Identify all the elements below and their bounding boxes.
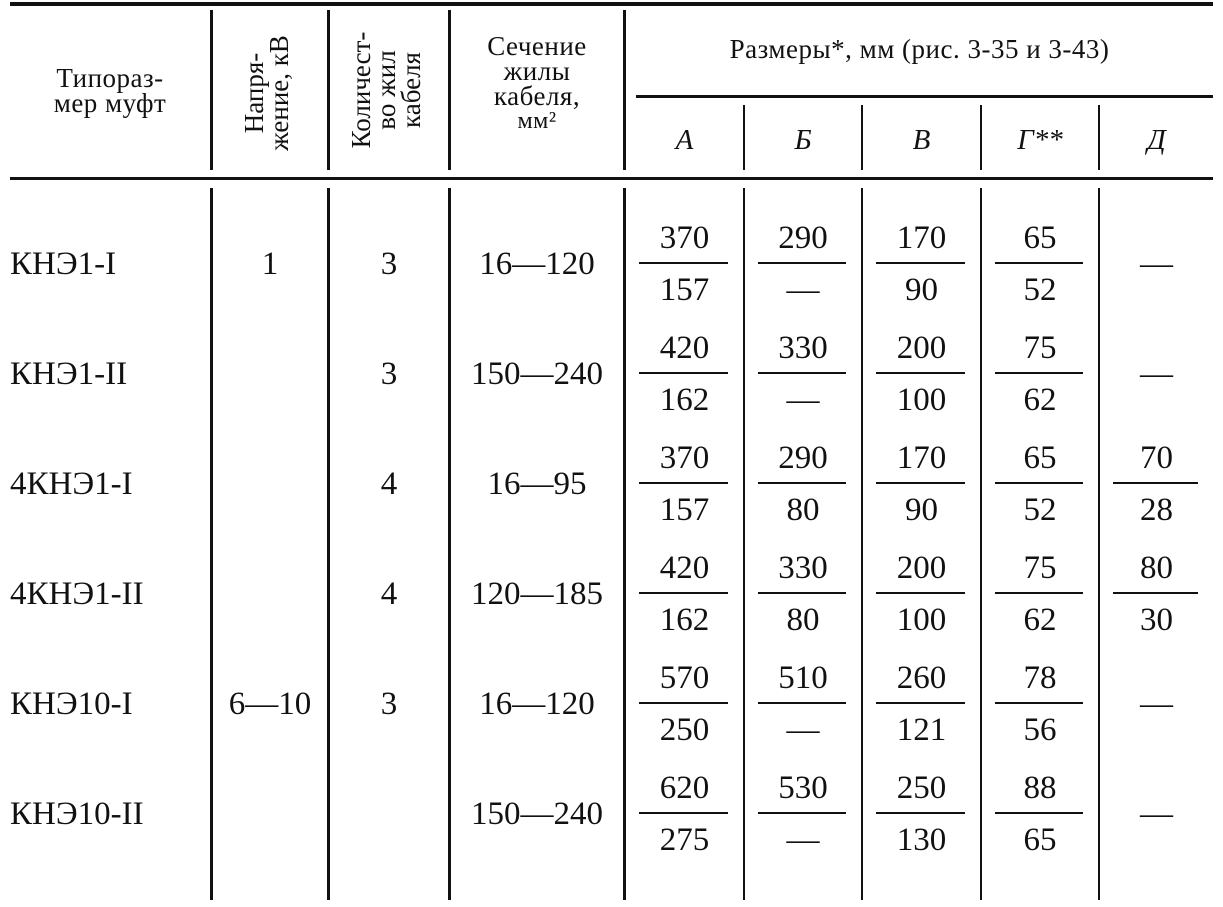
row-2-a-denominator: 162 bbox=[659, 382, 710, 418]
row-4-a-fraction-bar bbox=[639, 592, 728, 594]
row-4-section: 120—185 bbox=[471, 576, 603, 612]
row-2-a-numerator: 420 bbox=[659, 330, 710, 366]
row-3-b-numerator: 290 bbox=[778, 440, 828, 476]
row-4-v-denominator: 100 bbox=[896, 602, 947, 638]
header-type-size-line-1: Типораз- bbox=[56, 63, 164, 93]
row-6-d-empty: — bbox=[1140, 796, 1173, 832]
row-1-g-denominator: 52 bbox=[1023, 272, 1057, 308]
row-4-a-numerator: 420 bbox=[659, 550, 710, 586]
row-1-b-denominator: — bbox=[786, 272, 820, 308]
row-5-a-fraction-bar bbox=[639, 702, 728, 704]
row-2-g-fraction-bar bbox=[995, 372, 1083, 374]
row-4-v-fraction-bar bbox=[876, 592, 965, 594]
header-section-line-3: кабеля, bbox=[493, 81, 581, 111]
header-section bbox=[451, 31, 623, 134]
row-4-type-size: 4КНЭ1-II bbox=[10, 576, 144, 612]
row-6-b-fraction-bar bbox=[758, 812, 846, 814]
row-6-a-fraction-bar bbox=[639, 812, 728, 814]
row-3-a-denominator: 157 bbox=[659, 492, 710, 528]
row-3-d-fraction-bar bbox=[1113, 482, 1198, 484]
row-4-d-denominator: 30 bbox=[1140, 602, 1173, 638]
row-6-section: 150—240 bbox=[471, 796, 603, 832]
row-3-type-size: 4КНЭ1-I bbox=[10, 466, 133, 502]
subheader-g: Г** bbox=[1017, 124, 1063, 156]
header-section-line-4: мм² bbox=[517, 108, 557, 134]
row-2-b-denominator: — bbox=[786, 382, 820, 418]
row-5-b-numerator: 510 bbox=[778, 660, 828, 696]
header-type-size bbox=[10, 63, 210, 118]
row-5-v-denominator: 121 bbox=[896, 712, 947, 748]
row-2-d-empty: — bbox=[1140, 356, 1173, 392]
row-5-section: 16—120 bbox=[479, 686, 595, 722]
header-section-line-2: жилы bbox=[503, 56, 571, 86]
col-divider-2 bbox=[327, 10, 330, 170]
row-6-a-denominator: 275 bbox=[659, 822, 710, 858]
row-6-a-numerator: 620 bbox=[659, 770, 710, 806]
row-4-d-fraction-bar bbox=[1113, 592, 1198, 594]
row-2-section: 150—240 bbox=[471, 356, 603, 392]
body-divider-1 bbox=[210, 188, 213, 900]
row-6-v-denominator: 130 bbox=[896, 822, 947, 858]
row-3-v-fraction-bar bbox=[876, 482, 965, 484]
row-3-v-numerator: 170 bbox=[896, 440, 947, 476]
row-4-b-fraction-bar bbox=[758, 592, 846, 594]
row-6-b-denominator: — bbox=[786, 822, 820, 858]
row-1-d-empty: — bbox=[1140, 246, 1173, 282]
header-voltage-line-2: жение, кВ bbox=[264, 35, 294, 151]
row-6-b-numerator: 530 bbox=[778, 770, 828, 806]
row-2-a-fraction-bar bbox=[639, 372, 728, 374]
row-3-d-numerator: 70 bbox=[1140, 440, 1173, 476]
row-6-type-size: КНЭ10-II bbox=[10, 796, 144, 832]
header-conductors-line-3: кабеля bbox=[396, 52, 426, 128]
row-6-v-numerator: 250 bbox=[896, 770, 947, 806]
row-1-b-fraction-bar bbox=[758, 262, 846, 264]
row-4-cores: 4 bbox=[380, 576, 398, 612]
row-6-v-fraction-bar bbox=[876, 812, 965, 814]
row-2-g-denominator: 62 bbox=[1023, 382, 1057, 418]
row-2-v-numerator: 200 bbox=[896, 330, 947, 366]
row-6-g-denominator: 65 bbox=[1023, 822, 1057, 858]
subheader-v: В bbox=[912, 124, 931, 156]
row-3-d-denominator: 28 bbox=[1140, 492, 1173, 528]
row-5-g-fraction-bar bbox=[995, 702, 1083, 704]
body-divider-2 bbox=[327, 188, 330, 900]
header-conductors-line-2: во жил bbox=[371, 50, 401, 130]
row-1-section: 16—120 bbox=[479, 246, 595, 282]
row-2-b-fraction-bar bbox=[758, 372, 846, 374]
body-divider-3 bbox=[448, 188, 451, 900]
row-3-g-denominator: 52 bbox=[1023, 492, 1057, 528]
row-1-a-denominator: 157 bbox=[659, 272, 710, 308]
row-1-v-fraction-bar bbox=[876, 262, 965, 264]
row-5-v-fraction-bar bbox=[876, 702, 965, 704]
subheader-b: Б bbox=[794, 124, 812, 156]
row-1-type-size: КНЭ1-I bbox=[10, 246, 117, 282]
row-6-g-fraction-bar bbox=[995, 812, 1083, 814]
row-3-a-numerator: 370 bbox=[659, 440, 710, 476]
row-3-v-denominator: 90 bbox=[905, 492, 938, 528]
col-divider-1 bbox=[210, 10, 213, 170]
header-voltage-line-1: Напря- bbox=[239, 52, 269, 134]
header-type-size-line-2: мер муфт bbox=[53, 88, 167, 118]
row-5-a-numerator: 570 bbox=[659, 660, 710, 696]
row-4-a-denominator: 162 bbox=[659, 602, 710, 638]
subheader-d: Д bbox=[1147, 124, 1166, 156]
header-section-line-1: Сечение bbox=[487, 31, 587, 61]
header-voltage bbox=[239, 8, 296, 178]
row-4-d-numerator: 80 bbox=[1140, 550, 1173, 586]
row-4-b-numerator: 330 bbox=[778, 550, 828, 586]
subheader-a: А bbox=[675, 124, 694, 156]
row-1-a-numerator: 370 bbox=[659, 220, 710, 256]
row-5-cores: 3 bbox=[380, 686, 398, 722]
dimensions-subheader-rule bbox=[636, 95, 1213, 98]
row-5-a-denominator: 250 bbox=[659, 712, 710, 748]
row-3-g-numerator: 65 bbox=[1023, 440, 1057, 476]
header-dimensions: Размеры*, мм (рис. 3-35 и 3-43) bbox=[729, 34, 1110, 64]
header-conductors bbox=[346, 10, 427, 170]
row-3-b-denominator: 80 bbox=[786, 492, 820, 528]
row-3-g-fraction-bar bbox=[995, 482, 1083, 484]
row-1-cores: 3 bbox=[380, 246, 398, 282]
row-5-type-size: КНЭ10-I bbox=[10, 686, 133, 722]
row-5-g-denominator: 56 bbox=[1023, 712, 1057, 748]
row-5-d-empty: — bbox=[1140, 686, 1173, 722]
body-divider-8 bbox=[1098, 188, 1100, 900]
row-5-voltage: 6—10 bbox=[228, 686, 312, 722]
row-1-voltage: 1 bbox=[261, 246, 279, 282]
row-5-v-numerator: 260 bbox=[896, 660, 947, 696]
row-4-g-fraction-bar bbox=[995, 592, 1083, 594]
row-1-v-numerator: 170 bbox=[896, 220, 947, 256]
row-5-g-numerator: 78 bbox=[1023, 660, 1057, 696]
row-1-b-numerator: 290 bbox=[778, 220, 828, 256]
top-rule bbox=[10, 2, 1213, 6]
row-6-g-numerator: 88 bbox=[1023, 770, 1057, 806]
row-4-v-numerator: 200 bbox=[896, 550, 947, 586]
row-5-b-denominator: — bbox=[786, 712, 820, 748]
row-2-g-numerator: 75 bbox=[1023, 330, 1057, 366]
row-2-v-denominator: 100 bbox=[896, 382, 947, 418]
row-4-g-denominator: 62 bbox=[1023, 602, 1057, 638]
row-4-b-denominator: 80 bbox=[786, 602, 820, 638]
row-4-g-numerator: 75 bbox=[1023, 550, 1057, 586]
row-2-type-size: КНЭ1-II bbox=[10, 356, 128, 392]
row-3-section: 16—95 bbox=[487, 466, 587, 502]
row-1-a-fraction-bar bbox=[639, 262, 728, 264]
row-2-b-numerator: 330 bbox=[778, 330, 828, 366]
header-conductors-line-1: Количест- bbox=[346, 31, 376, 149]
row-2-cores: 3 bbox=[380, 356, 398, 392]
row-3-cores: 4 bbox=[380, 466, 398, 502]
row-2-v-fraction-bar bbox=[876, 372, 965, 374]
row-1-g-fraction-bar bbox=[995, 262, 1083, 264]
row-5-b-fraction-bar bbox=[758, 702, 846, 704]
row-1-v-denominator: 90 bbox=[905, 272, 938, 308]
row-3-a-fraction-bar bbox=[639, 482, 728, 484]
header-bottom-rule bbox=[10, 177, 1213, 180]
row-1-g-numerator: 65 bbox=[1023, 220, 1057, 256]
row-3-b-fraction-bar bbox=[758, 482, 846, 484]
